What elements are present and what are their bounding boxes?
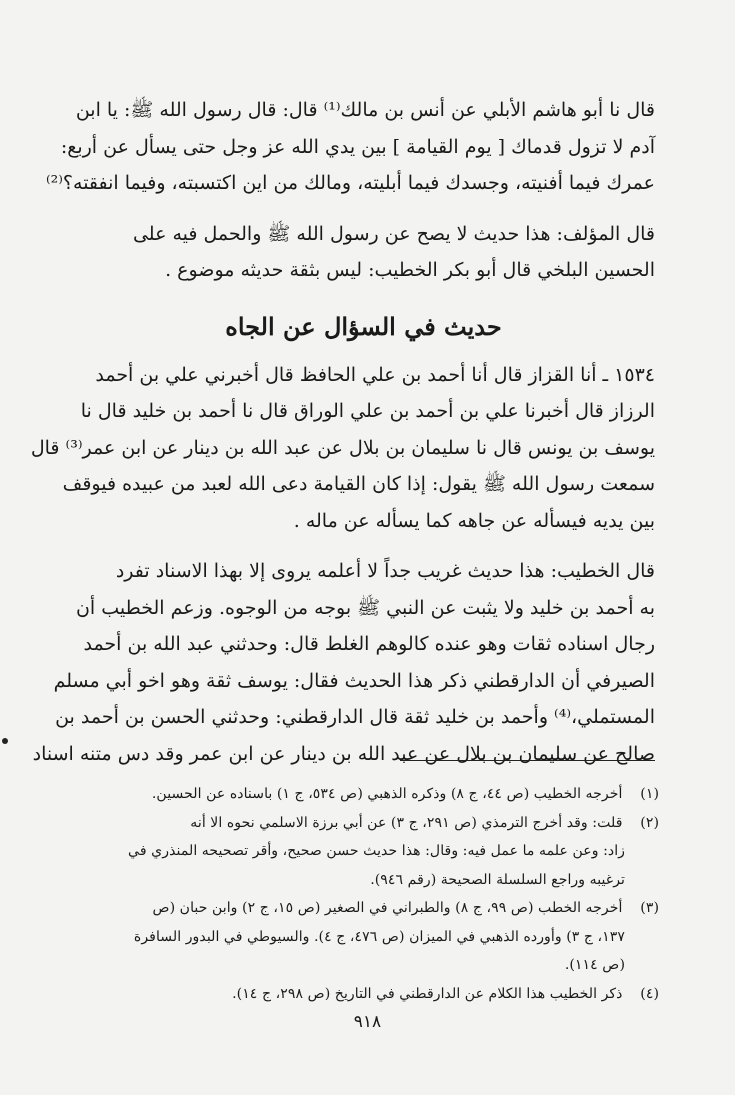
text-line: صالح عن سليمان بن بلال عن عبد الله بن دينار عن ابن عمر وقد دس متنه اسناد bbox=[32, 742, 655, 765]
footnote-text: ذكر الخطيب هذا الكلام عن الدارقطني في التاريخ (ص ٢٩٨، ج ١٤). bbox=[232, 985, 623, 1002]
paragraph-author-comment bbox=[72, 216, 655, 289]
footnotes bbox=[72, 780, 659, 1008]
footnote-2 bbox=[72, 809, 659, 838]
text-line: الصيرفي أن الدارقطني ذكر هذا الحديث فقال: يوسف ثقة وهو اخو أبي مسلم bbox=[53, 669, 655, 692]
text-line: بين يديه فيسأله عن جاهه كما يسأله عن ماله . bbox=[293, 509, 655, 532]
paragraph-hadith-1534 bbox=[30, 357, 655, 540]
text-line: قال المؤلف: هذا حديث لا يصح عن رسول الله ﷺ والحمل فيه على bbox=[132, 222, 655, 245]
paragraph-hadith-anas bbox=[45, 92, 655, 202]
footnote-number: (١) bbox=[640, 786, 659, 802]
paragraph-khatib-comment bbox=[32, 553, 655, 772]
text-line: الرزاز قال أخبرنا علي بن أحمد بن علي الوراق قال نا أحمد بن خليد قال نا bbox=[80, 400, 655, 422]
text-line: سمعت رسول الله ﷺ يقول: إذا كان القيامة دعى الله لعبد من عبيده فيوقف bbox=[62, 473, 655, 495]
footnote-text: أخرجه الخطب (ص ٩٩، ج ٨) والطبراني في الصغير (ص ١٥، ج ٢) وابن حبان (ص bbox=[152, 900, 623, 916]
footnote-number: (٣) bbox=[640, 900, 659, 916]
footnote-number: (٢) bbox=[640, 814, 659, 831]
footnote-text: قلت: وقد أخرج الترمذي (ص ٢٩١، ج ٣) عن أبي برزة الاسلمي نحوه الا أنه bbox=[190, 814, 623, 831]
footnote-text: (ص ١١٤). bbox=[564, 957, 625, 973]
page-number: ٩١٨ bbox=[353, 1012, 382, 1032]
paragraph-gap bbox=[72, 539, 655, 553]
text-line: رجال اسناده ثقات وهو عنده كالوهم الغلط قال: وحدثني عبد الله بن أحمد bbox=[83, 633, 655, 655]
footnote-text: زاد: وعن علمه ما عمل فيه: وقال: هذا حديث حسن صحيح، وأقر تصحيحه المنذري في bbox=[128, 843, 625, 859]
footnote-text: ترغيبه وراجع السلسلة الصحيحة (رقم ٩٤٦). bbox=[370, 871, 625, 888]
footnote-3 bbox=[72, 894, 659, 923]
footnote-1 bbox=[72, 780, 659, 809]
text-line: قال نا أبو هاشم الأبلي عن أنس بن مالك⁽¹⁾ قال: قال رسول الله ﷺ: يا ابن bbox=[75, 99, 655, 121]
text-line: قال الخطيب: هذا حديث غريب جداً لا أعلمه يروى إلا بهذا الاسناد تفرد bbox=[115, 560, 655, 582]
text-line: به أحمد بن خليد ولا يثبت عن النبي ﷺ بوجه من الوجوه. وزعم الخطيب أن bbox=[75, 596, 655, 619]
text-line: ١٥٣٤ ـ أنا القزاز قال أنا أحمد بن علي الحافظ قال أخبرني علي بن أحمد bbox=[95, 363, 655, 386]
footnote-text: ١٣٧، ج ٣) وأورده الذهبي في الميزان (ص ٤٧٦، ج ٤). والسيوطي في البدور السافرة bbox=[133, 928, 625, 945]
footnote-separator bbox=[400, 760, 655, 761]
footnote-text: أخرجه الخطيب (ص ٤٤، ج ٨) وذكره الذهبي (ص ٥٣٤، ج ١) باسناده عن الحسين. bbox=[151, 786, 623, 802]
section-heading: حديث في السؤال عن الجاه bbox=[225, 311, 502, 341]
text-line: الحسين البلخي قال أبو بكر الخطيب: ليس بثقة حديثه موضوع . bbox=[165, 259, 655, 281]
text-line: يوسف بن يونس قال نا سليمان بن بلال عن عبد الله بن دينار عن ابن عمر⁽³⁾ قال bbox=[30, 436, 655, 459]
text-line: المستملي،⁽⁴⁾ وأحمد بن خليد ثقة قال الدارقطني: وحدثني الحسن بن أحمد بن bbox=[55, 706, 655, 728]
footnote-4 bbox=[72, 980, 659, 1009]
main-text bbox=[30, 92, 655, 772]
text-line: عمرك فيما أفنيته، وجسدك فيما أبليته، ومالك من اين اكتسبته، وفيما انفقته؟⁽²⁾ bbox=[45, 172, 655, 194]
text-line: آدم لا تزول قدماك [ يوم القيامة ] بين يدي الله عز وجل حتى يسأل عن أربع: bbox=[60, 135, 655, 158]
paragraph-gap bbox=[72, 202, 655, 216]
footnote-number: (٤) bbox=[640, 985, 659, 1002]
scan-edge-mark bbox=[2, 738, 8, 744]
